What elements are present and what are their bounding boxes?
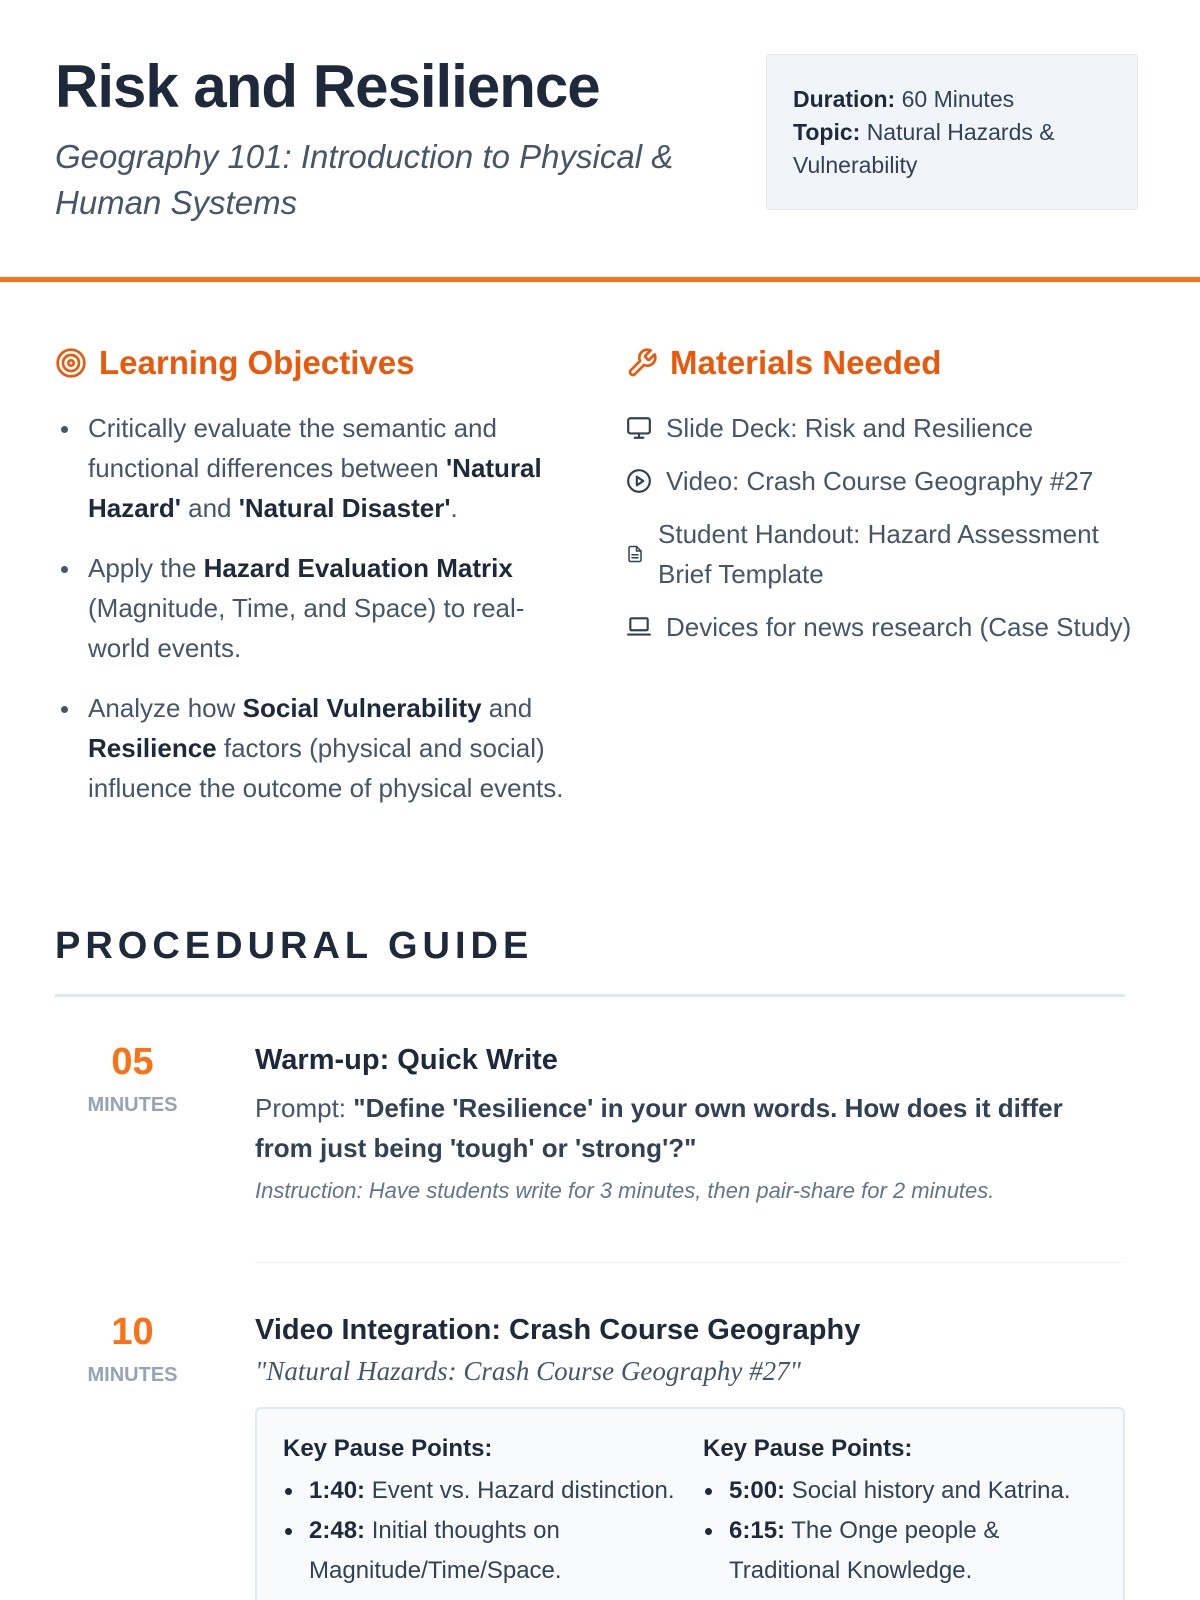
pause-points-list: [703, 1471, 1097, 1591]
step-instruction: Instruction: Have students write for 3 minutes, then pair-share for 2 minutes.: [255, 1178, 995, 1203]
prompt-label: Prompt:: [255, 1093, 354, 1123]
wrench-icon: [626, 347, 658, 379]
objective-text: factors (physical and social) influence the outcome of physical events.: [88, 733, 564, 803]
header-divider: [0, 277, 1200, 282]
pause-description: The Onge people & Traditional Knowledge.: [729, 1517, 1000, 1584]
document-icon: [626, 545, 644, 563]
lesson-meta-box: [766, 54, 1138, 210]
objective-key-term: Hazard Evaluation Matrix: [203, 553, 513, 583]
duration-label: Duration:: [793, 86, 896, 112]
section-heading: Learning Objectives: [99, 344, 415, 381]
material-label: Student Handout: Hazard Assessment Brief Template: [658, 519, 1099, 589]
objective-text: (Magnitude, Time, and Space) to real-world events.: [88, 593, 525, 663]
objective-text: and: [481, 693, 533, 723]
section-divider: [55, 994, 1125, 997]
lesson-header: [55, 52, 1125, 221]
play-circle-icon: [626, 468, 652, 494]
pause-description: Initial thoughts on Magnitude/Time/Space.: [309, 1517, 562, 1584]
objective-text: and: [180, 493, 239, 523]
objective-key-term: 'Natural Disaster': [238, 493, 451, 523]
topic-value: Natural Hazards & Vulnerability: [793, 119, 1055, 178]
pause-timestamp: 5:00:: [729, 1477, 786, 1504]
pause-points-heading: Key Pause Points:: [283, 1435, 493, 1462]
material-label: Devices for news research (Case Study): [666, 612, 1132, 642]
step-duration: [55, 1040, 210, 1117]
prompt-text: "Define 'Resilience' in your own words. How does it differ from just being 'tough' or 'strong'?": [255, 1093, 1063, 1163]
step-divider: [255, 1262, 1125, 1263]
objective-key-term: Resilience: [88, 733, 217, 763]
step-minutes: 10: [111, 1311, 154, 1353]
pause-points-box: [255, 1407, 1125, 1600]
pause-timestamp: 6:15:: [729, 1517, 786, 1544]
page-title: Risk and Resilience: [55, 53, 600, 120]
pause-point: [283, 1471, 677, 1511]
objectives-list: [55, 408, 575, 808]
pause-description: Event vs. Hazard distinction.: [365, 1477, 675, 1504]
pause-points-heading: Key Pause Points:: [703, 1435, 913, 1462]
duration-value: 60 Minutes: [901, 86, 1015, 112]
procedural-guide-heading: PROCEDURAL GUIDE: [55, 925, 534, 967]
objective-item: [55, 688, 575, 808]
pause-point: [283, 1511, 677, 1591]
objective-text: Critically evaluate the semantic and functional differences between: [88, 413, 497, 483]
section-heading: Materials Needed: [670, 344, 942, 381]
step-minutes-unit: MINUTES: [87, 1364, 178, 1386]
learning-objectives-section: [55, 338, 575, 828]
step-prompt: [255, 1088, 1125, 1168]
material-item: [626, 514, 1146, 594]
material-item: [626, 607, 1146, 647]
objective-key-term: Social Vulnerability: [242, 693, 482, 723]
objective-text: .: [450, 493, 458, 523]
monitor-icon: [626, 415, 652, 441]
topic-label: Topic:: [793, 119, 861, 145]
step-title: Warm-up: Quick Write: [255, 1044, 558, 1076]
laptop-icon: [626, 614, 652, 640]
pause-description: Social history and Katrina.: [785, 1477, 1071, 1504]
step-minutes-unit: MINUTES: [87, 1094, 178, 1116]
pause-points-column: [283, 1435, 677, 1584]
objective-item: [55, 548, 575, 668]
materials-section: [626, 338, 1146, 660]
page-subtitle: Geography 101: Introduction to Physical & Human Systems: [55, 138, 674, 221]
material-label: Slide Deck: Risk and Resilience: [666, 413, 1034, 443]
pause-points-list: [283, 1471, 677, 1591]
pause-timestamp: 2:48:: [309, 1517, 366, 1544]
step-minutes: 05: [111, 1041, 154, 1083]
objective-text: Analyze how: [88, 693, 243, 723]
target-icon: [55, 347, 87, 379]
objective-text: Apply the: [88, 553, 204, 583]
pause-point: [703, 1471, 1097, 1511]
objective-key-term: 'Natural Hazard': [88, 453, 542, 523]
pause-points-column: [703, 1435, 1097, 1584]
material-label: Video: Crash Course Geography #27: [666, 466, 1094, 496]
objective-item: [55, 408, 575, 528]
material-item: [626, 408, 1146, 448]
materials-list: [626, 408, 1146, 647]
step-duration: [55, 1310, 210, 1387]
material-item: [626, 461, 1146, 501]
pause-timestamp: 1:40:: [309, 1477, 366, 1504]
video-title: "Natural Hazards: Crash Course Geography #27": [255, 1356, 801, 1386]
pause-point: [703, 1511, 1097, 1591]
step-title: Video Integration: Crash Course Geography: [255, 1314, 861, 1346]
